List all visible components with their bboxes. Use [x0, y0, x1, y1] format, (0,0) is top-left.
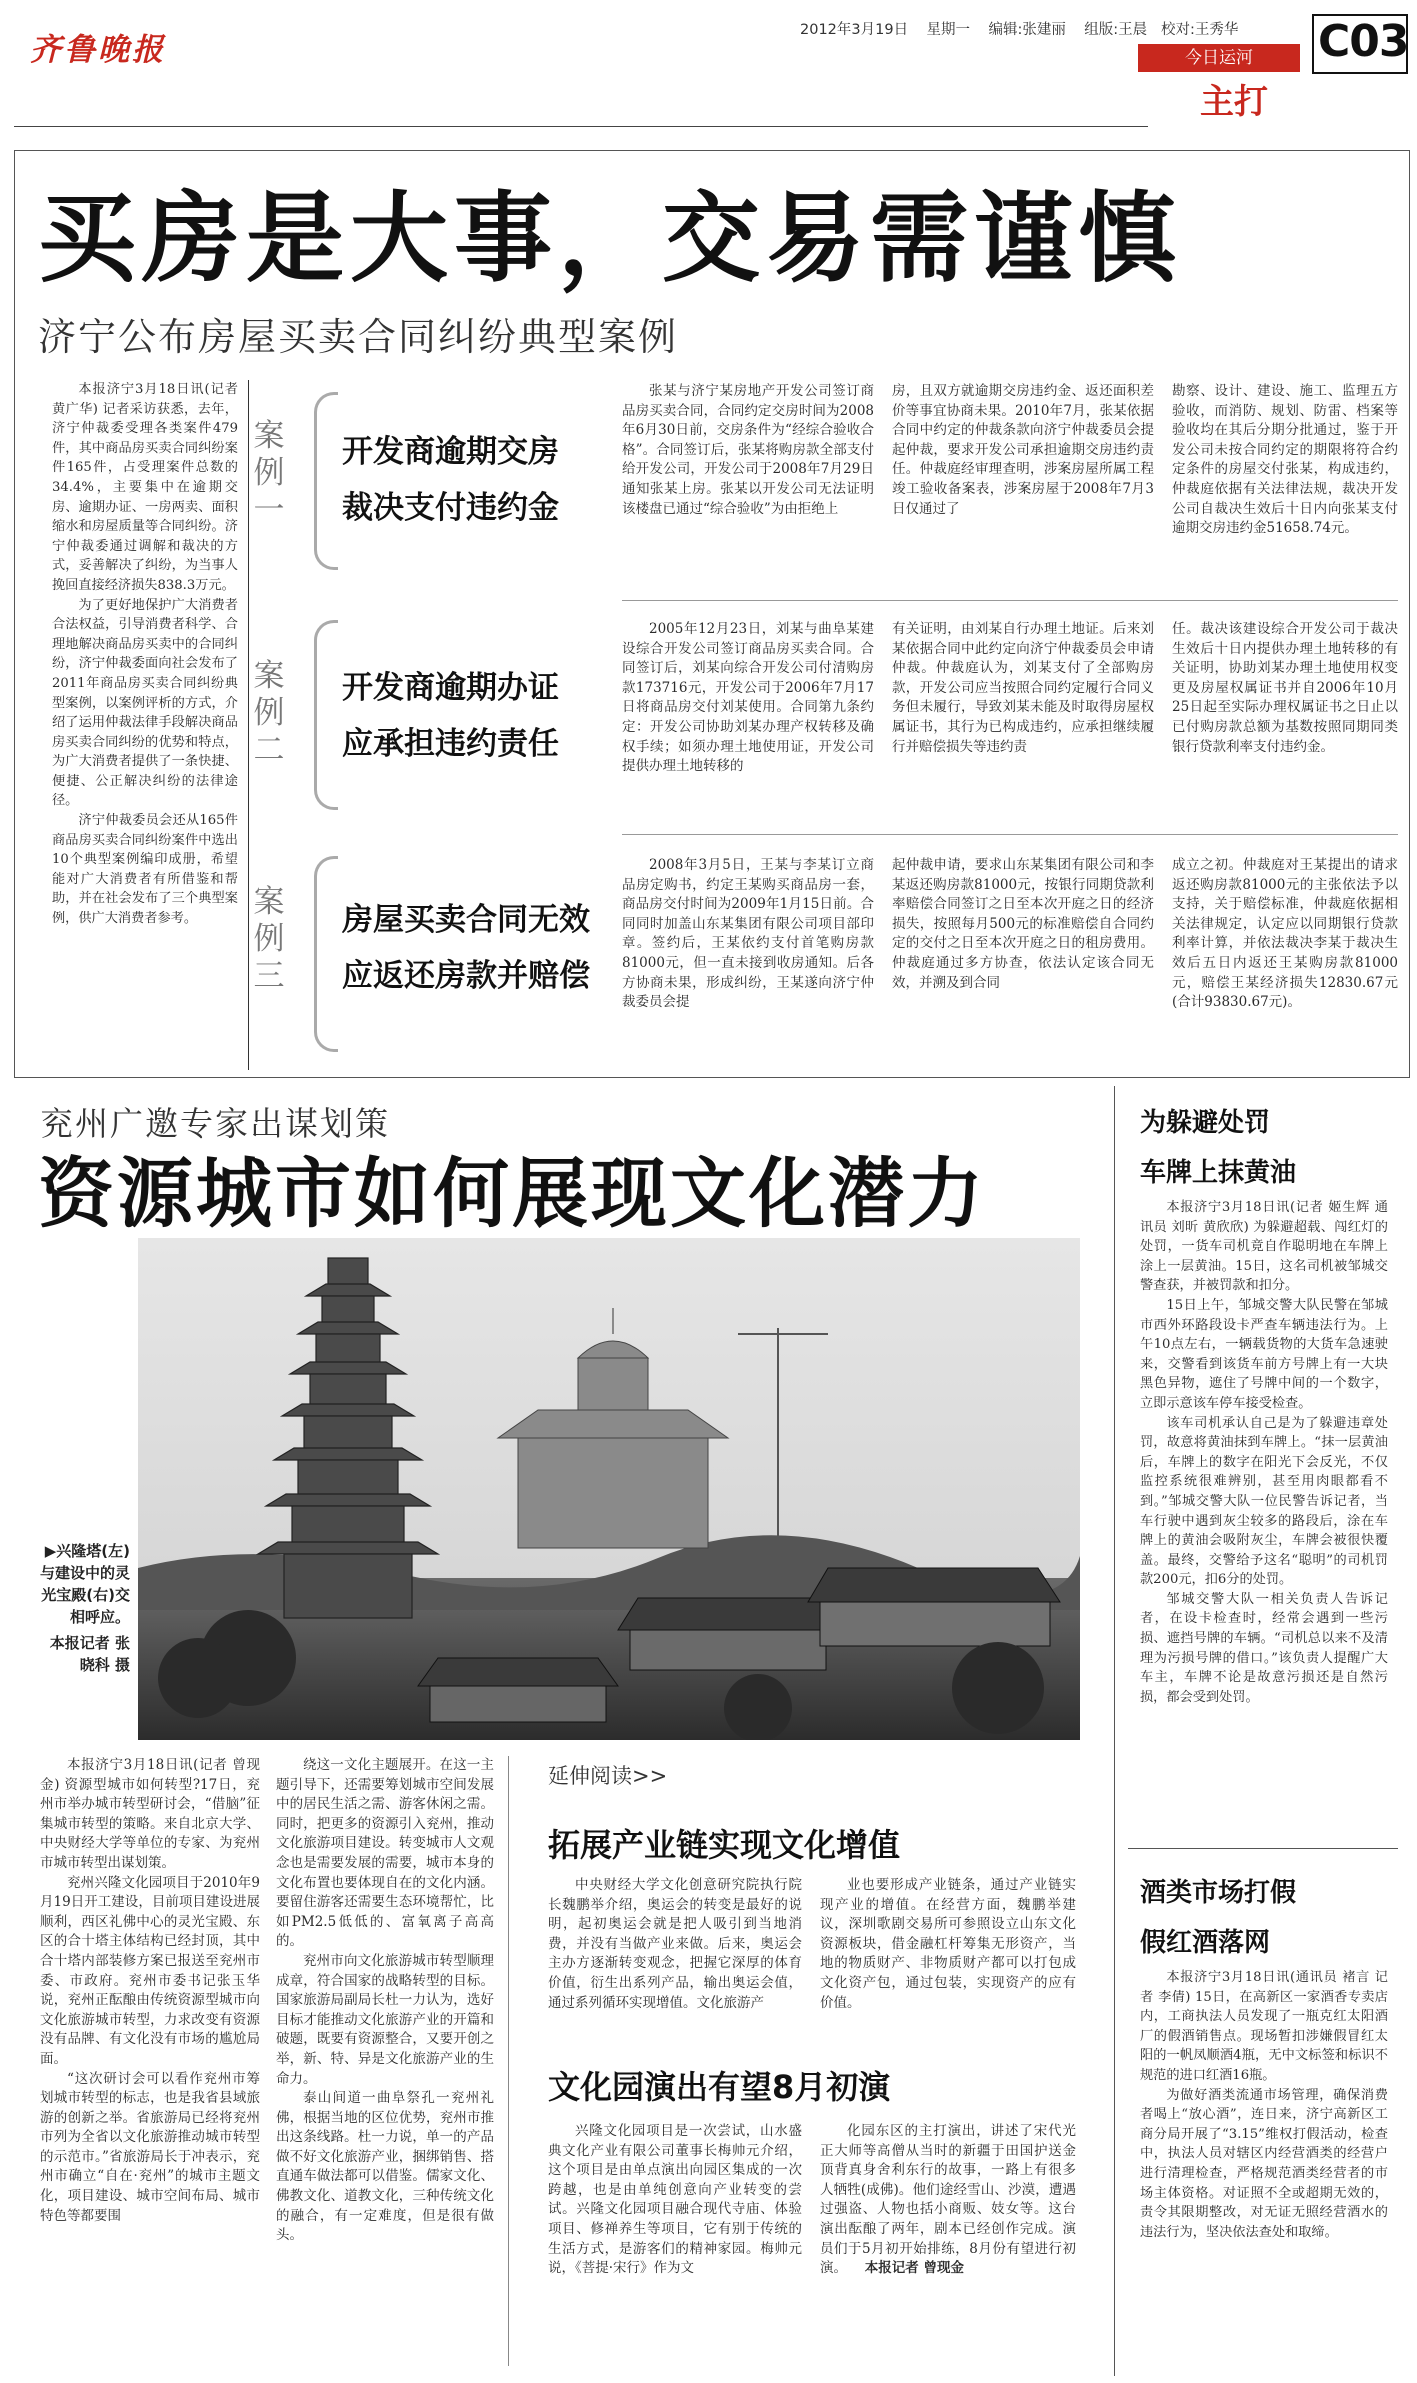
sidebar-para: 邹城交警大队一相关负责人告诉记者，在设卡检查时，经常会遇到一些污损、遮挡号牌的车辆。“司机总以来不及清理为污损号牌的借口。”该负责人提醒广大车主，车牌不论是故意污损还是自然污损，都会受到处罚。: [1140, 1591, 1388, 1705]
case-label-3: 案例三: [253, 884, 285, 994]
case2-col2: 有关证明，由刘某自行办理土地证。后来刘某依据合同中此约定向济宁仲裁委员会申请仲裁。仲裁庭认为，刘某支付了全部购房款，开发公司应当按照合同约定履行合同义务但未履行，导致刘某未能及时取得房屋权属证书，其行为已构成违约，应承担继续履行并赔偿损失等违约责: [892, 621, 1154, 755]
case-title-line: 开发商逾期办证: [342, 670, 559, 706]
culture-para: 泰山间道一曲阜祭孔一兖州礼佛，根据当地的区位优势，兖州市推出这条线路。杜一力说，单一的产品做不好文化旅游产业，捆绑销售、搭直通车做法都可以借鉴。儒家文化、佛教文化、道教文化，三种传统文化的融合，有一定难度，但是很有做头。: [276, 2090, 494, 2244]
sub1-col2: 业也要形成产业链条，通过产业链实现产业的增值。在经营方面，魏鹏举建议，深圳歌剧交易所可参照设立山东文化资源板块，借金融杠杆筹集无形资产，当地的物质财产、非物质财产都可以打包成文化资产包，通过包装，实现资产的应有价值。: [820, 1877, 1076, 2011]
case-title-line: 开发商逾期交房: [342, 434, 559, 470]
sub1-col1: 中央财经大学文化创意研究院执行院长魏鹏举介绍，奥运会的转变是最好的说明，起初奥运会就是把人吸引到当地消费，并没有当做产业来做。后来，奥运会主办方逐渐转变观念，把握它深厚的体育价值，衍生出系列产品，输出奥运会值，通过系列循环实现增值。文化旅游产: [548, 1877, 802, 2011]
sidebar-para: 本报济宁3月18日讯(通讯员 褚言 记者 李倩) 15日，在高新区一家酒香专卖店内，工商执法人员发现了一瓶克红太阳酒厂的假酒销售点。现场暂扣涉嫌假冒红太阳的一帆凤顺酒4瓶，无中文标签和标识不规范的进口红酒16瓶。: [1140, 1970, 1388, 2083]
dateline: [800, 18, 1238, 39]
sidebar-story1-title: [1140, 1098, 1296, 1198]
issue-date: 2012年3月19日: [800, 22, 909, 38]
case-title-line: 裁决支付违约金: [342, 490, 559, 526]
sidebar-rule: [1128, 1848, 1398, 1849]
caption-credit: 本报记者 张晓科 摄: [49, 1634, 130, 1674]
case-separator: [622, 600, 1398, 601]
case-bracket-1: [314, 392, 338, 570]
lead-intro: [52, 380, 238, 1070]
subhead-2: 文化园演出有望8月初演: [548, 2068, 891, 2106]
culture-para: 兖州兴隆文化园项目于2010年9月19日开工建设，目前项目建设进展顺利，西区礼佛中心的灵光宝殿、东区的合十塔主体结构已经封顶，其中合十塔内部装修方案已报送至兖州市委、市政府。兖州市委书记张玉华说，兖州正酝酿由传统资源型城市向文化旅游城市转型，力求改变有资源没有品牌、有文化没有市场的尴尬局面。: [40, 1874, 260, 2067]
culture-headline: 资源城市如何展现文化潜力: [38, 1149, 986, 1238]
caption-line: ▶兴隆塔(左)与建设中的灵光宝殿(右)交相呼应。: [40, 1542, 131, 1626]
case-title-3: [342, 892, 622, 1004]
case1-col3: 勘察、设计、建设、施工、监理五方验收，而消防、规划、防雷、档案等验收均在其后分期分批通过，鉴于开发公司未按合同约定的期限将符合约定条件的房屋交付张某，构成违约，仲裁庭依据有关法律法规，裁决开发公司自裁决生效后十日内向张某支付逾期交房违约金51658.74元。: [1172, 383, 1398, 537]
masthead: [0, 0, 1417, 138]
lead-intro-para: 为了更好地保护广大消费者合法权益，引导消费者科学、合理地解决商品房买卖中的合同纠纷，济宁仲裁委面向社会发布了2011年商品房买卖合同纠纷典型案例，以案例评析的方式，介绍了运用仲裁法律手段解决商品房买卖合同纠纷的优势和特点，为广大消费者提供了一条快捷、便捷、公正解决纠纷的法律途径。: [52, 597, 238, 809]
case2-col1: 2005年12月23日，刘某与曲阜某建设综合开发公司签订商品房买卖合同。合同签订后，刘某向综合开发公司付清购房款173716元，开发公司于2006年7月17日将商品房交付刘某使用。合同第九条约定：开发公司协助刘某办理产权转移及确权手续；如须办理土地使用证，开发公司提供办理土地转移的: [622, 621, 874, 775]
sidebar-title-line: 假红酒落网: [1140, 1928, 1271, 1958]
case3-col2: 起仲裁申请，要求山东某集团有限公司和李某返还购房款81000元，按银行同期贷款利率赔偿合同签订之日至本次开庭之日的经济损失，按照每月500元的标准赔偿自合同约定的交付之日至本次开庭之日的租房费用。仲裁庭通过多方协查，依法认定该合同无效，并溯及到合同: [892, 857, 1154, 991]
sidebar-para: 为做好酒类流通市场管理，确保消费者喝上“放心酒”，连日来，济宁高新区工商分局开展了“3.15”维权打假活动，检查中，执法人员对辖区内经营酒类的经营户进行清理检查，严格规范酒类经营者的市场主体资格。对证照不全或超期无效的，责令其限期整改，对无证无照经营酒水的违法行为，坚决依法查处和取缔。: [1140, 2087, 1388, 2240]
case-title-line: 应承担违约责任: [342, 726, 559, 762]
section-tag: 今日运河: [1138, 44, 1300, 72]
photo-caption-text: [40, 1540, 130, 1676]
culture-kicker: 兖州广邀专家出谋划策: [40, 1104, 390, 1143]
pagoda-photo-illustration: [138, 1238, 1080, 1740]
case-label-1: 案例一: [253, 418, 285, 528]
sidebar-para: 该车司机承认自己是为了躲避违章处罚，故意将黄油抹到车牌上。“抹一层黄油后，车牌上的数字在阳光下会反光，不仅监控系统很难辨别，甚至用肉眼都看不到。”邹城交警大队一位民警告诉记者，当车行驶中遇到灰尘较多的路段后，涂在车牌上的黄油会吸附灰尘，车牌会被很快覆盖。最终，交警给予这名“聪明”的司机罚款200元，扣6分的处罚。: [1140, 1415, 1388, 1588]
intro-divider: [248, 380, 249, 1070]
page-code: C03: [1318, 16, 1409, 67]
case-bracket-2: [314, 620, 338, 810]
case1-col2: 房，且双方就逾期交房违约金、返还面积差价等事宜协商未果。2010年7月，张某依据合同中约定的仲裁条款向济宁仲裁委员会提起仲裁，要求开发公司承担逾期交房违约责任。仲裁庭经审理查明，涉案房屋所属工程竣工验收备案表，涉案房屋于2008年7月3日仅通过了: [892, 383, 1154, 517]
sidebar-title-line: 为躲避处罚: [1140, 1108, 1271, 1138]
sub2-col1: 兴隆文化园项目是一次尝试，山水盛典文化产业有限公司董事长梅帅元介绍，这个项目是由单点演出向园区集成的一次跨越，也是由单纯创意向产业转变的尝试。兴隆文化园项目融合现代寺庙、体验项目、修禅养生等项目，它有别于传统的生活方式，是游客们的精神家园。梅帅元说，《菩提·宋行》作为文: [548, 2123, 802, 2277]
case-title-1: [342, 424, 622, 536]
case3-col3: 成立之初。仲裁庭对王某提出的请求返还购房款81000元的主张依法予以支持，关于赔偿标准，仲裁庭依据相关法律规定，认定应以同期银行贷款利率计算，并依法裁决李某于裁决生效后五日内返还王某购房款81000元，赔偿王某经济损失12830.67元(合计93830.67元)。: [1172, 857, 1398, 1011]
column-divider: [508, 1756, 509, 2366]
culture-para: 本报济宁3月18日讯(记者 曾现金) 资源型城市如何转型?17日，兖州市举办城市转型研讨会，“借脑”征集城市转型的策略。来自北京大学、中央财经大学等单位的专家、为兖州市城市转型出谋划策。: [40, 1757, 260, 1871]
issue-weekday: 星期一: [926, 22, 971, 38]
case-separator: [622, 834, 1398, 835]
sidebar-divider: [1114, 1086, 1115, 2376]
column-name: 主打: [1200, 82, 1268, 122]
culture-col1: [40, 1756, 260, 2366]
lead-intro-para: 本报济宁3月18日讯(记者 黄广华) 记者采访获悉，去年，济宁仲裁委受理各类案件479件，其中商品房买卖合同纠纷案件165件，占受理案件总数的34.4%，主要集中在逾期交房、逾期办证、一房两卖、面积缩水和房屋质量等合同纠纷。济宁仲裁委通过调解和裁决的方式，妥善解决了纠纷，为当事人挽回直接经济损失838.3万元。: [52, 382, 238, 593]
case3-col1: 2008年3月5日，王某与李某订立商品房定购书，约定王某购买商品房一套，商品房交付时间为2009年1月15日前。合同同时加盖山东某集团有限公司项目部印章。签约后，王某依约支付首笔购房款81000元，但一直未接到收房通知。后各方协商未果，形成纠纷，王某遂向济宁仲裁委员会提: [622, 857, 874, 1011]
designer-credit: 组版:王晨: [1084, 22, 1148, 38]
lead-subheadline: 济宁公布房屋买卖合同纠纷典型案例: [38, 315, 679, 359]
sidebar-story2-body: [1140, 1968, 1388, 2368]
extended-reading-label: 延伸阅读>>: [548, 1764, 668, 1788]
case-title-2: [342, 660, 622, 772]
case2-col3: 任。裁决该建设综合开发公司于裁决生效后十日内提供办理土地转移的有关证明，协助刘某办理土地使用权变更及房屋权属证书并自2006年10月25日起至实际办理权属证书之日止以已付购房款总额为基数按照同期同类银行贷款利率支付违约金。: [1172, 621, 1398, 755]
lead-headline: 买房是大事，交易需谨慎: [38, 182, 1183, 296]
sidebar-para: 本报济宁3月18日讯(记者 姬生辉 通讯员 刘昕 黄欣欣) 为躲避超载、闯红灯的处罚，一货车司机竟自作聪明地在车牌上涂上一层黄油。15日，这名司机被邹城交警查获，并被罚款和扣分。: [1140, 1200, 1388, 1294]
sidebar-story2-title: [1140, 1868, 1296, 1968]
case-label-2: 案例二: [253, 658, 285, 768]
sub2-body: 化园东区的主打演出，讲述了宋代光正大师等高僧从当时的新疆于田国护送金顶背真身舍利东行的故事，一路上有很多人牺牲(成佛)。他们途经雪山、沙漠，遭遇过强盗、人物也括小商贩、妓女等。这台演出酝酿了两年，剧本已经创作完成。演员们于5月初开始排练，8月份有望进行初演。: [820, 2123, 1076, 2277]
sidebar-para: 15日上午，邹城交警大队民警在邹城市西外环路段设卡严查车辆违法行为。上午10点左右，一辆载货物的大货车急速驶来，交警看到该货车前方号牌上有一大块黑色异物，遮住了号牌中间的一个数字，立即示意该车停车接受检查。: [1140, 1297, 1388, 1411]
subhead-1: 拓展产业链实现文化增值: [548, 1826, 901, 1864]
sub2-credit: 本报记者 曾现金: [864, 2260, 964, 2277]
case-title-line: 房屋买卖合同无效: [342, 902, 590, 938]
culture-para: 兖州市向文化旅游城市转型顺理成章，符合国家的战略转型的目标。国家旅游局副局长杜一力认为，选好目标才能推动文化旅游产业的开篇和破题，既要有资源整合，又要开创之举，新、特、异是文化旅游产业的生命力。: [276, 1952, 494, 2087]
newspaper-logo: 齐鲁晚报: [30, 32, 166, 68]
masthead-rule: [14, 126, 1148, 127]
case1-col1: 张某与济宁某房地产开发公司签订商品房买卖合同，合同约定交房时间为2008年6月30日前，交房条件为“经综合验收合格”。合同签订后，张某将购房款全部支付给开发公司，开发公司于2008年7月29日通知张某上房。张某以开发公司无法证明该楼盘已通过“综合验收”为由拒绝上: [622, 383, 874, 517]
sidebar-title-line: 酒类市场打假: [1140, 1878, 1297, 1908]
sidebar-story1-body: [1140, 1198, 1388, 1950]
editor-credit: 编辑:张建丽: [988, 22, 1066, 38]
case-bracket-3: [314, 856, 338, 1052]
sidebar-title-line: 车牌上抹黄油: [1140, 1158, 1297, 1188]
lead-intro-para: 济宁仲裁委员会还从165件商品房买卖合同纠纷案件中选出10个典型案例编印成册，希望能对广大消费者有所借鉴和帮助，并在社会发布了三个典型案例，供广大消费者参考。: [52, 813, 238, 927]
culture-para: “这次研讨会可以看作兖州市筹划城市转型的标志，也是我省县域旅游的创新之举。省旅游局已经将兖州市列为全省以文化旅游推动城市转型的示范市。”省旅游局长于冲表示，兖州市确立“自在·兖州”的城市主题文化，项目建设、城市空间布局、城市特色等都要围: [40, 2070, 260, 2224]
culture-col2: [276, 1756, 494, 2366]
sub2-col2: [820, 2122, 1076, 2362]
case-title-line: 应返还房款并赔偿: [342, 958, 590, 994]
culture-para: 绕这一文化主题展开。在这一主题引导下，还需要筹划城市空间发展中的居民生活之需、游客休闲之需。同时，把更多的资源引入兖州，推动文化旅游项目建设。转变城市人文观念也是需要发展的需要，城市本身的文化布置也要体现自在的文化内涵。要留住游客还需要生态环境帮忙，比如PM2.5低低的、富氧离子高高的。: [276, 1757, 494, 1950]
proof-credit: 校对:王秀华: [1161, 22, 1239, 38]
news-photo: [138, 1238, 1080, 1740]
photo-caption: [138, 1238, 236, 1740]
